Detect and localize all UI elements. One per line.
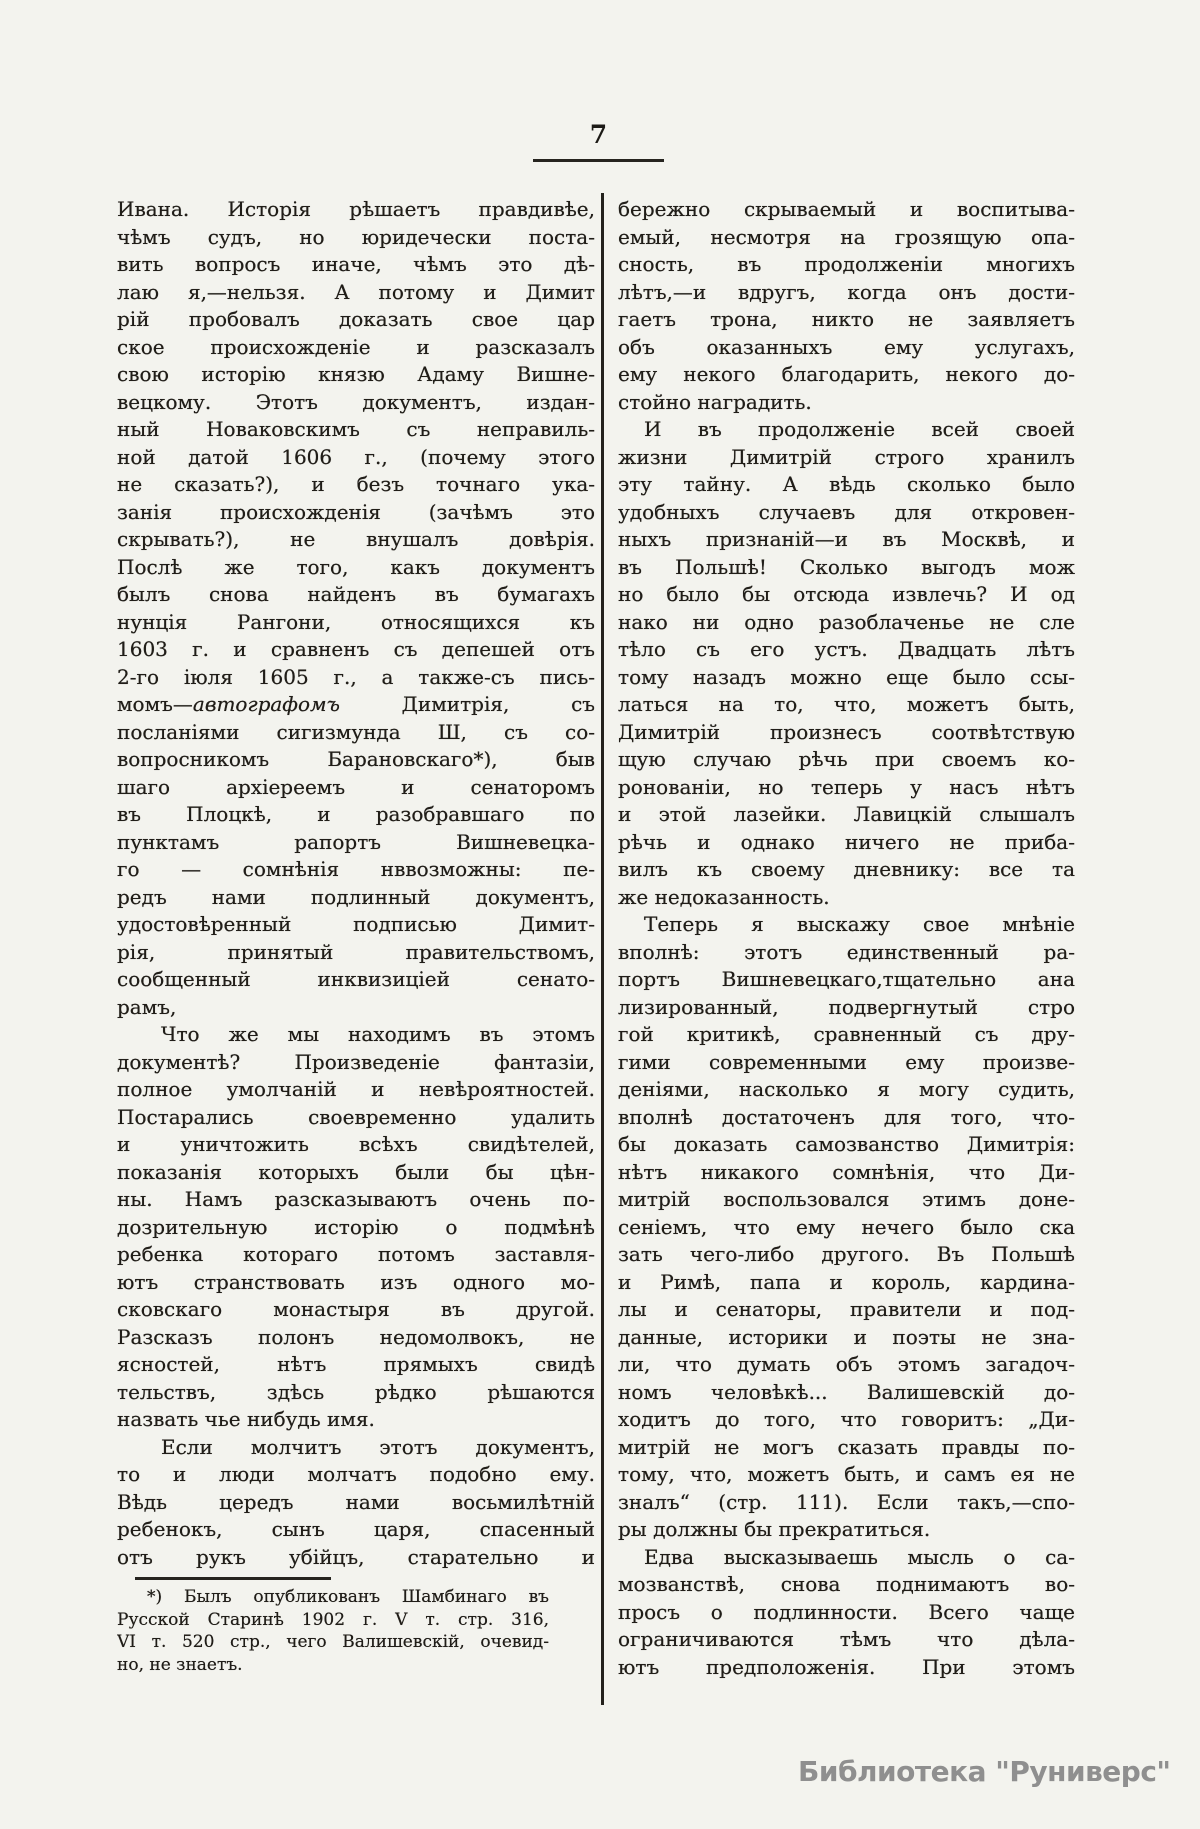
text: Димитрія, съ (339, 692, 595, 716)
text-line: занія происхожденія (зачѣмъ это (117, 499, 595, 524)
text-line: и уничтожить всѣхъ свидѣтелей, (117, 1132, 595, 1156)
text-line: ему некого благодарить, некого до- (618, 362, 1075, 386)
text-line: жизни Димитрій строго хранилъ (618, 444, 1075, 469)
text-line: рій пробовалъ доказать свое цар (117, 307, 595, 331)
text-line: го — сомнѣнія нввозможны: пе- (117, 857, 595, 881)
text-line: нако ни одно разоблаченье не сле (618, 609, 1075, 634)
text-line: свою исторію князю Адаму Вишне- (117, 362, 595, 386)
text-line: ютъ странствовать изъ одного мо- (117, 1269, 595, 1294)
text-line: удобныхъ случаевъ для откровен- (618, 499, 1075, 524)
text-line: Димитрій произнесъ соотвѣтствую (618, 719, 1075, 744)
text-line: ныхъ признаній—и въ Москвѣ, и (618, 527, 1075, 551)
page-number-rule (533, 159, 664, 162)
text-line: эту тайну. А вѣдь сколько было (618, 472, 1075, 496)
text-line: но, не знаетъ. (117, 1655, 243, 1676)
page-number: 7 (589, 120, 608, 149)
text-line (117, 691, 595, 719)
text-line: показанія которыхъ были бы цѣн- (117, 1159, 595, 1184)
text-line: сообщенный инквизиціей сенато- (117, 967, 595, 991)
text-line: вецкому. Этотъ документъ, издан- (117, 389, 595, 414)
text-line: сеніемъ, что ему нечего было ска (618, 1214, 1075, 1239)
text-line: чѣмъ судъ, но юридечески поста- (117, 224, 595, 249)
text-line: ребенокъ, сынъ царя, спасенный (117, 1517, 595, 1541)
text-line: зналъ“ (стр. 111). Если такъ,—спо- (618, 1489, 1075, 1514)
text-line: Если молчитъ этотъ документъ, (161, 1434, 595, 1459)
text-line: портъ Вишневецкаго,тщательно ана (618, 967, 1075, 991)
text-line: и Римѣ, папа и король, кардина- (618, 1269, 1075, 1294)
text-line: И въ продолженіе всей своей (644, 417, 1075, 441)
text-line: Послѣ же того, какъ документъ (117, 554, 595, 579)
text-line: ры должны бы прекратиться. (618, 1517, 931, 1541)
text-line: нѣтъ никакого сомнѣнія, что Ди- (618, 1159, 1075, 1184)
text-line: редъ нами подлинный документъ, (117, 884, 595, 909)
text-line: посланіями сигизмунда Ш, съ со- (117, 719, 595, 744)
text-line: Едва высказываешь мысль о са- (644, 1544, 1075, 1569)
footnote (117, 1586, 549, 1677)
text-line: вилъ къ своему дневнику: все та (618, 857, 1075, 881)
text-line: лизированный, подвергнутый стро (618, 994, 1075, 1019)
text-line: Теперь я выскажу свое мнѣніе (644, 912, 1075, 936)
text-line: щую случаю рѣчь при своемъ ко- (618, 747, 1075, 771)
text-line: полное умолчаній и невѣроятностей. (117, 1077, 595, 1101)
text-line: пунктамъ рапортъ Вишневецка- (117, 829, 595, 854)
text-line: емый, несмотря на грозящую опа- (618, 224, 1075, 249)
text-line: Разсказъ полонъ недомолвокъ, не (117, 1324, 595, 1349)
text-line: ли, что думать объ этомъ загадоч- (618, 1352, 1075, 1376)
text-line: Вѣдь цередъ нами восьмилѣтній (117, 1489, 595, 1514)
text-line: скрывать?), не внушалъ довѣрія. (117, 527, 595, 551)
text-line: просъ о подлинности. Всего чаще (618, 1599, 1075, 1624)
text-line: гаетъ трона, никто не заявляетъ (618, 307, 1075, 331)
text-line: номъ человѣкѣ... Валишевскій до- (618, 1379, 1075, 1404)
text-line: данные, историки и поэты не зна- (618, 1324, 1075, 1349)
text-line: тельствъ, здѣсь рѣдко рѣшаются (117, 1379, 595, 1404)
text-line: тѣло съ его устъ. Двадцать лѣтъ (618, 637, 1075, 661)
text-line: бережно скрываемый и воспитыва- (618, 197, 1075, 221)
text-line: рѣчь и однако ничего не приба- (618, 829, 1075, 854)
text-line: Русской Старинѣ 1902 г. V т. стр. 316, (117, 1609, 549, 1630)
text-line: былъ снова найденъ въ бумагахъ (117, 582, 595, 606)
italic-text: автографомъ (192, 692, 340, 716)
text-line: ный Новаковскимъ съ неправиль- (117, 417, 595, 441)
text-line: то и люди молчатъ подобно ему. (117, 1462, 595, 1486)
text-line: въ Плоцкѣ, и разобравшаго по (117, 802, 595, 826)
text-line: ронованіи, но теперь у насъ нѣтъ (618, 774, 1075, 799)
text-line: бы доказать самозванство Димитрія: (618, 1132, 1075, 1156)
right-column (618, 196, 1075, 1681)
library-watermark: Библиотека "Руниверс" (798, 1755, 1171, 1788)
text-line: зать чего-либо другого. Въ Польшѣ (618, 1242, 1075, 1266)
text-line: вполнѣ: этотъ единственный ра- (618, 939, 1075, 964)
text: момъ— (117, 692, 193, 716)
text-line: гими современными ему произве- (618, 1049, 1075, 1074)
text-line: рамъ, (117, 994, 177, 1019)
text-line: не сказать?), и безъ точнаго ука- (117, 472, 595, 496)
text-line: мозванствѣ, снова поднимаютъ во- (618, 1572, 1075, 1596)
text-line: *) Былъ опубликованъ Шамбинаго въ (147, 1587, 549, 1607)
text-line: рія, принятый правительствомъ, (117, 939, 595, 964)
text-line: лы и сенаторы, правители и под- (618, 1297, 1075, 1321)
text-line: удостовѣренный подписью Димит- (117, 912, 595, 936)
text-line: ютъ предположенія. При этомъ (618, 1654, 1075, 1679)
text-line: отъ рукъ убійцъ, старательно и (117, 1544, 595, 1569)
text-line: тому, что, можетъ быть, и самъ ея не (618, 1462, 1075, 1486)
text-line: деніями, насколько я могу судить, (618, 1077, 1075, 1101)
footnote-rule (135, 1577, 331, 1580)
text-line: дозрительную исторію о подмѣнѣ (117, 1214, 595, 1239)
text-line: ясностей, нѣтъ прямыхъ свидѣ (117, 1352, 595, 1376)
text-line: лаю я,—нельзя. А потому и Димит (117, 279, 595, 304)
text-line: 1603 г. и сравненъ съ депешей отъ (117, 637, 595, 661)
left-column (117, 196, 595, 1571)
text-line: назвать чье нибудь имя. (117, 1407, 375, 1431)
text-line: лѣтъ,—и вдругъ, когда онъ дости- (618, 279, 1075, 304)
text-line: латься на то, что, можетъ быть, (618, 692, 1075, 716)
text-line: вопросникомъ Барановскаго*), быв (117, 747, 595, 771)
text-line: же недоказанность. (618, 884, 830, 909)
text-line: шаго архіереемъ и сенаторомъ (117, 774, 595, 799)
text-line: сковскаго монастыря въ другой. (117, 1297, 595, 1321)
text-line: вить вопросъ иначе, чѣмъ это дѣ- (117, 252, 595, 276)
text-line: Что же мы находимъ въ этомъ (161, 1022, 595, 1046)
text-line: Ивана. Исторія рѣшаетъ правдивѣе, (117, 197, 595, 221)
text-line: вполнѣ достаточенъ для того, что- (618, 1104, 1075, 1129)
text-line: сность, въ продолженіи многихъ (618, 252, 1075, 276)
text-line: ной датой 1606 г., (почему этого (117, 444, 595, 469)
column-divider (601, 193, 604, 1705)
text-line: ребенка котораго потомъ заставля- (117, 1242, 595, 1266)
text-line: но было бы отсюда извлечь? И од (618, 582, 1075, 606)
text-line: ское происхожденіе и разсказалъ (117, 334, 595, 359)
text-line: документѣ? Произведеніе фантазіи, (117, 1049, 595, 1074)
text-line: нунція Рангони, относящихся къ (117, 609, 595, 634)
text-line: митрій не могъ сказать правды по- (618, 1434, 1075, 1459)
text-line: ходитъ до того, что говоритъ: „Ди- (618, 1407, 1075, 1431)
text-line: 2-го іюля 1605 г., а также-съ пись- (117, 664, 595, 689)
text-line: Постарались своевременно удалить (117, 1104, 595, 1129)
text-line: объ оказанныхъ ему услугахъ, (618, 334, 1075, 359)
text-line: стойно наградить. (618, 389, 812, 414)
text-line: ны. Намъ разсказываютъ очень по- (117, 1187, 595, 1211)
text-line: и этой лазейки. Лавицкій слышалъ (618, 802, 1075, 826)
text-line: ограничиваются тѣмъ что дѣла- (618, 1627, 1075, 1651)
text-line: въ Польшѣ! Сколько выгодъ мож (618, 554, 1075, 579)
text-line: тому назадъ можно еще было ссы- (618, 664, 1075, 689)
text-line: митрій воспользовался этимъ доне- (618, 1187, 1075, 1211)
text-line: VI т. 520 стр., чего Валишевскій, очевид- (117, 1632, 549, 1653)
text-line: гой критикѣ, сравненный съ дру- (618, 1022, 1075, 1046)
